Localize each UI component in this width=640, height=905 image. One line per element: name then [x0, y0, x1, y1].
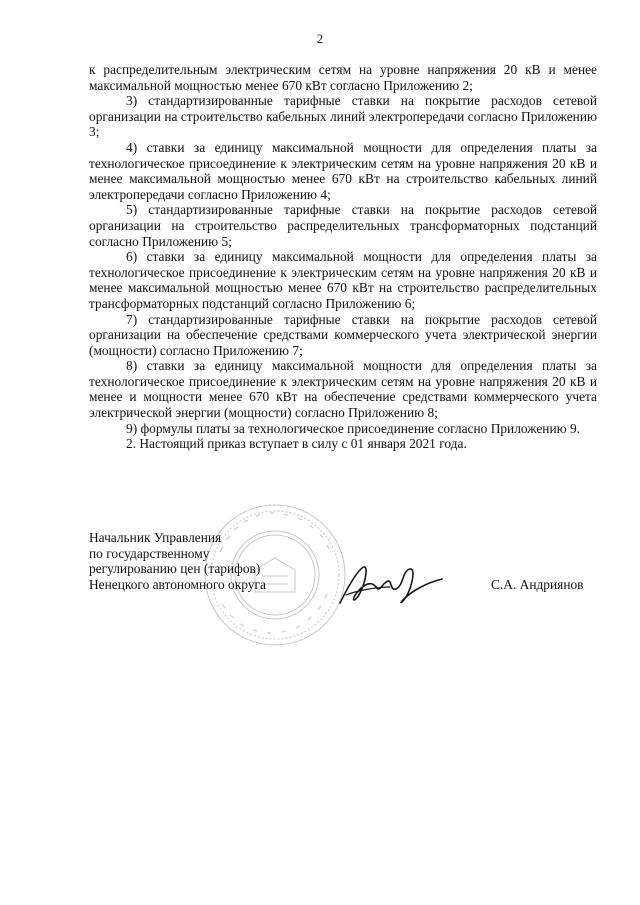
paragraph-item-5: 5) стандартизированные тарифные ставки на покрытие расходов сетевой организации на строительство распределительных трансформаторных подстанций согласно Приложению 5;	[89, 202, 597, 249]
handwritten-signature	[330, 557, 450, 613]
signer-name: С.А. Андриянов	[491, 577, 584, 592]
page-number: 2	[316, 32, 324, 46]
paragraph-item-9: 9) формулы платы за технологическое присоединение согласно Приложению 9.	[126, 420, 581, 436]
position-line-2: по государственному	[89, 545, 210, 561]
position-line-3: регулированию цен (тарифов)	[89, 561, 261, 577]
signature-block	[89, 530, 266, 592]
paragraph-item-3: 3) стандартизированные тарифные ставки на покрытие расходов сетевой организации на строительство кабельных линий электропередачи согласно Приложению 3;	[89, 93, 597, 140]
document-body	[89, 62, 597, 452]
paragraph-item-6: 6) ставки за единицу максимальной мощности для определения платы за технологическое присоединение к электрическим сетям на уровне напряжения 20 кВ и менее максимальной мощностью менее 670 кВт на строительство распределительных трансформаторных подстанций согласно Приложению 6;	[89, 249, 597, 311]
paragraph-1: к распределительным электрическим сетям на уровне напряжения 20 кВ и менее максимальной мощностью менее 670 кВт согласно Приложению 2;	[89, 62, 597, 93]
position-line-4: Ненецкого автономного округа	[89, 576, 266, 592]
paragraph-item-7: 7) стандартизированные тарифные ставки на покрытие расходов сетевой организации на обеспечение средствами коммерческого учета электрической энергии (мощности) согласно Приложению 7;	[89, 311, 597, 358]
paragraph-effective-date: 2. Настоящий приказ вступает в силу с 01 января 2021 года.	[126, 436, 467, 452]
paragraph-item-8: 8) ставки за единицу максимальной мощности для определения платы за технологическое присоединение к электрическим сетям на уровне напряжения 20 кВ и менее и мощности менее 670 кВт на обеспечение средствами коммерческого учета электрической энергии (мощности) согласно Приложению 8;	[89, 358, 597, 421]
position-line-1: Начальник Управления	[89, 530, 222, 545]
paragraph-item-4: 4) ставки за единицу максимальной мощности для определения платы за технологическое присоединение к электрическим сетям на уровне напряжения 20 кВ и менее максимальной мощностью менее 670 кВт на строительство кабельных линий электропередачи согласно Приложению 4;	[89, 139, 597, 202]
